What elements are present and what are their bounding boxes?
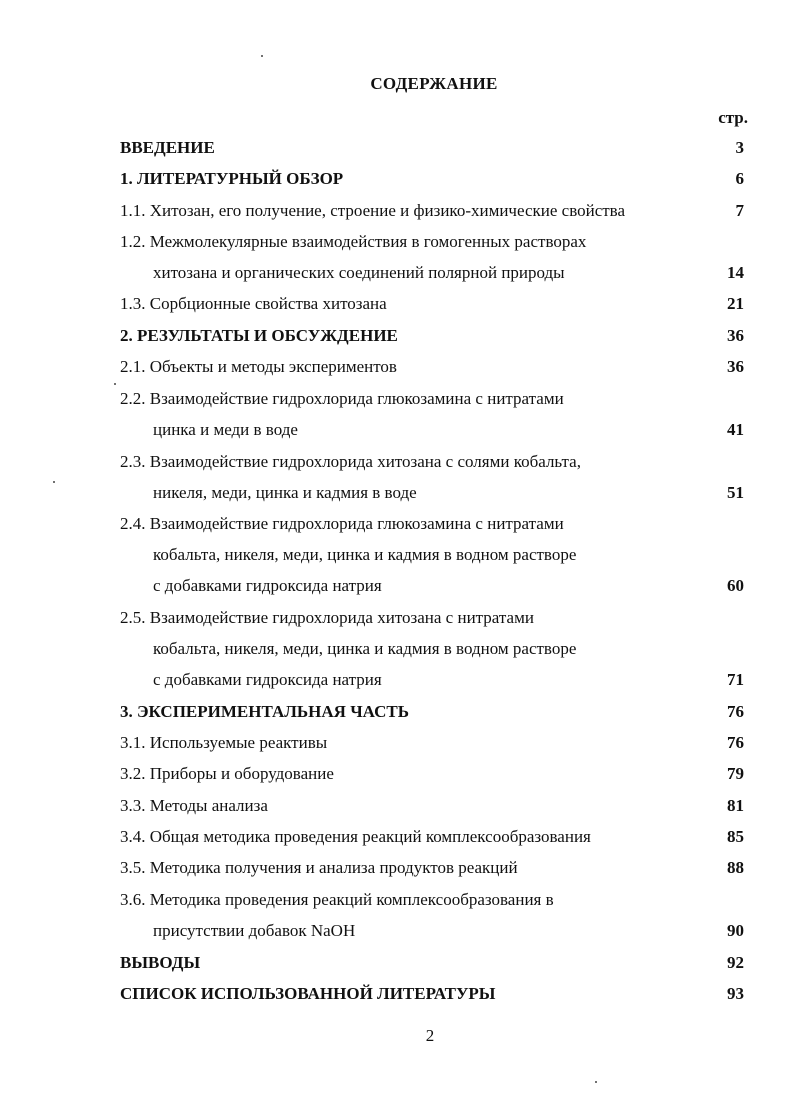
page-column-label: стр. [718,108,748,127]
toc-entry-page: 71 [727,670,744,689]
toc-entry [120,888,744,912]
toc-entry-text: ВЫВОДЫ [120,953,201,972]
toc-entry-page: 36 [727,326,744,345]
toc-entry-text: 3.1. Используемые реактивы [120,733,328,752]
toc-entry-text: кобальта, никеля, меди, цинка и кадмия в водном растворе [153,639,577,658]
toc-entry-page: 36 [727,357,744,376]
toc-entry [120,825,744,849]
toc-entry-text: 3. ЭКСПЕРИМЕНТАЛЬНАЯ ЧАСТЬ [120,702,409,721]
toc-title-wrap [0,74,794,94]
toc-entry-continuation [120,637,744,661]
toc-entry-text: 1.3. Сорбционные свойства хитозана [120,294,387,313]
toc-entry-page: 93 [727,984,744,1003]
toc-entry-text: 2.5. Взаимодействие гидрохлорида хитозана с нитратами [120,608,534,627]
page-number: 2 [425,1026,435,1045]
scan-speck [261,55,263,57]
toc-entry [120,292,744,316]
toc-entry-text: 2.4. Взаимодействие гидрохлорида глюкозамина с нитратами [120,514,564,533]
toc-entry [120,199,744,223]
toc-entry-text: с добавками гидроксида натрия [153,576,382,595]
toc-title: СОДЕРЖАНИЕ [370,74,498,93]
toc-entry-page: 81 [727,796,744,815]
toc-entry [120,731,744,755]
toc-entry-text: 3.6. Методика проведения реакций комплексообразования в [120,890,554,909]
toc-entry-page: 76 [727,733,744,752]
toc-entry [120,982,744,1006]
toc-entry-text: 3.3. Методы анализа [120,796,268,815]
toc-entry [120,136,744,160]
toc-entry [120,856,744,880]
toc-entry-continuation [120,481,744,505]
toc-entry [120,387,744,411]
toc-entry-page: 41 [727,420,744,439]
scan-speck [114,383,116,385]
toc-entry-text: 1.2. Межмолекулярные взаимодействия в гомогенных растворах [120,232,587,251]
toc-entry-text: 1. ЛИТЕРАТУРНЫЙ ОБЗОР [120,169,344,188]
toc-entry [120,762,744,786]
toc-entry [120,450,744,474]
toc-entry-page: 6 [735,169,744,188]
toc-entry [120,512,744,536]
toc-entry-page: 7 [735,201,744,220]
toc-entry-page: 21 [727,294,744,313]
scan-speck [53,481,55,483]
toc-entry-continuation [120,261,744,285]
toc-entry-page: 51 [727,483,744,502]
toc-entry-page: 79 [727,764,744,783]
toc-entry-text: 1.1. Хитозан, его получение, строение и физико-химические свойства [120,201,626,220]
toc-entry-continuation [120,543,744,567]
toc-entry-text: присутствии добавок NaOH [153,921,356,940]
toc-entry-text: 3.2. Приборы и оборудование [120,764,334,783]
toc-entry [120,951,744,975]
toc-entry [120,167,744,191]
toc-entry [120,700,744,724]
toc-entry [120,606,744,630]
toc-entry-continuation [120,668,744,692]
toc-entry-text: цинка и меди в воде [153,420,298,439]
toc-entry-continuation [120,418,744,442]
toc-entry-page: 14 [727,263,744,282]
toc-entry-text: СПИСОК ИСПОЛЬЗОВАННОЙ ЛИТЕРАТУРЫ [120,984,496,1003]
toc-entry [120,230,744,254]
toc-entry-text: ВВЕДЕНИЕ [120,138,215,157]
toc-entry-continuation [120,574,744,598]
toc-entry-text: кобальта, никеля, меди, цинка и кадмия в водном растворе [153,545,577,564]
toc-entry-page: 60 [727,576,744,595]
toc-entry-page: 76 [727,702,744,721]
toc-entry [120,794,744,818]
toc-entry-continuation [120,919,744,943]
toc-entry [120,355,744,379]
toc-entry-text: 3.5. Методика получения и анализа продуктов реакций [120,858,518,877]
toc-entry [120,324,744,348]
toc-entry-page: 85 [727,827,744,846]
toc-entry-text: 2.1. Объекты и методы экспериментов [120,357,397,376]
toc-entry-text: никеля, меди, цинка и кадмия в воде [153,483,417,502]
toc-entry-text: 2.3. Взаимодействие гидрохлорида хитозана с солями кобальта, [120,452,581,471]
toc-entry-page: 90 [727,921,744,940]
toc-entry-text: 2. РЕЗУЛЬТАТЫ И ОБСУЖДЕНИЕ [120,326,398,345]
toc-entry-text: 3.4. Общая методика проведения реакций комплексообразования [120,827,591,846]
toc-entry-page: 92 [727,953,744,972]
toc-entry-page: 3 [735,138,744,157]
scan-speck [595,1081,597,1083]
toc-entry-text: с добавками гидроксида натрия [153,670,382,689]
toc-entry-text: хитозана и органических соединений полярной природы [153,263,565,282]
toc-entry-page: 88 [727,858,744,877]
toc-entry-text: 2.2. Взаимодействие гидрохлорида глюкозамина с нитратами [120,389,564,408]
